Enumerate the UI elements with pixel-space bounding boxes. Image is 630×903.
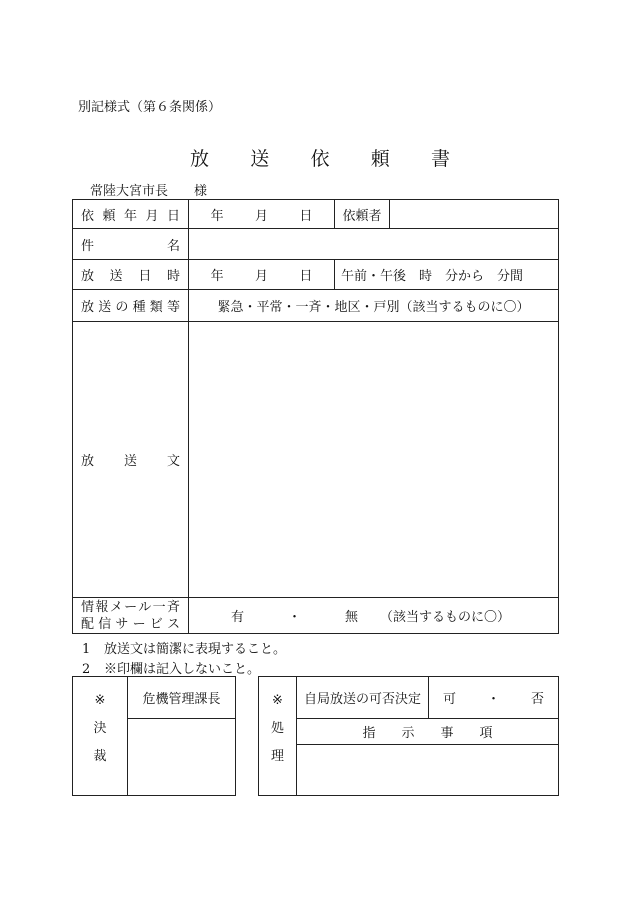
approval-mark: ※ [94,693,106,708]
broadcast-datetime-row [73,260,559,290]
note-number: 1 [82,642,91,657]
subject-label: 件名 [73,229,189,260]
title-char: 送 [250,148,270,170]
broadcast-type-options[interactable]: 緊急・平常・一斉・地区・戸別（該当するものに〇） [189,290,559,322]
processing-side-label [259,677,297,796]
form-reference: 別記様式（第６条関係） [78,100,222,115]
instructions-label: 指 示 事 項 [297,718,559,744]
processing-char: 処 [270,721,284,736]
addressee [90,180,207,199]
note-2 [82,658,260,677]
mail-service-row [73,598,559,634]
broadcast-datetime-label: 放送日時 [73,260,189,290]
crisis-manager-stamp-field[interactable] [128,718,236,795]
decision-separator: ・ [486,691,500,707]
mail-no-option[interactable]: 無 [345,610,359,625]
title-char: 依 [310,148,330,170]
subject-field[interactable] [189,229,559,260]
honorific: 様 [194,184,208,199]
requester-field[interactable] [390,200,559,229]
processing-char: 理 [270,749,284,764]
day-unit: 日 [299,269,313,284]
approval-box [72,676,236,796]
mail-note: （該当するものに〇） [380,610,511,625]
request-date-field[interactable] [189,200,335,229]
mail-service-label [73,598,189,634]
crisis-manager-label: 危機管理課長 [128,677,236,719]
broadcast-time-field[interactable]: 午前・午後 時 分から 分間 [335,260,559,290]
note-number: 2 [82,662,91,677]
mail-service-label-line2: 配信サービス [81,616,180,632]
approval-side-label [73,677,128,796]
year-unit: 年 [210,269,224,284]
month-unit: 月 [254,269,268,284]
broadcast-type-label: 放送の種類等 [73,290,189,322]
mail-service-label-line1: 情報メール一斉 [81,599,180,615]
broadcast-text-field[interactable] [189,322,559,598]
broadcast-date-field[interactable] [189,260,335,290]
day-unit: 日 [299,208,313,224]
requester-label: 依頼者 [335,200,390,229]
request-date-label: 依頼年月日 [73,200,189,229]
broadcast-type-row [73,290,559,322]
year-unit: 年 [210,208,224,224]
mail-service-options[interactable] [189,598,559,634]
addressee-name: 常陸大宮市長 [90,184,169,199]
page-title [190,144,450,171]
processing-mark: ※ [272,693,283,708]
subject-row [73,229,559,260]
broadcast-text-label: 放送文 [73,322,189,598]
note-text: ※印欄は記入しないこと。 [104,662,261,677]
request-date-row [73,200,559,229]
broadcast-decision-label: 自局放送の可否決定 [297,677,429,719]
approval-char: 裁 [93,749,107,764]
note-1 [82,638,286,657]
title-char: 頼 [370,148,390,170]
decision-yes[interactable]: 可 [443,691,457,707]
broadcast-text-row [73,322,559,598]
mail-separator: ・ [288,610,302,625]
month-unit: 月 [254,208,268,224]
mail-yes-option[interactable]: 有 [231,610,245,625]
request-form-table [72,199,559,634]
note-text: 放送文は簡潔に表現すること。 [104,642,287,657]
instructions-field[interactable] [297,745,559,796]
decision-no[interactable]: 否 [530,691,544,707]
title-char: 放 [190,148,210,170]
title-char: 書 [430,148,450,170]
processing-box [258,676,559,796]
broadcast-decision-options[interactable] [429,677,559,719]
approval-char: 決 [93,721,107,736]
